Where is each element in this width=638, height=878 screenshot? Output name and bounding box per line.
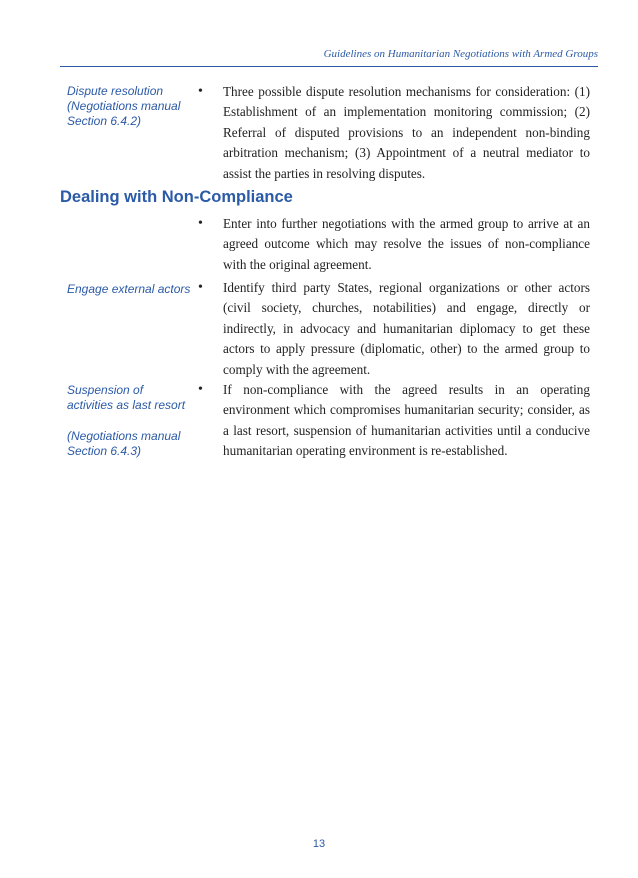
bullet-text: If non-compliance with the agreed results in an operating environment which compromises humanitarian security; consider, as a last resort, suspension of humanitarian activities until a conducive humanitarian operating environment is re-established.	[223, 382, 590, 459]
bullet-item-further-negotiations	[198, 214, 590, 275]
margin-note-label: Dispute resolution	[67, 84, 164, 98]
bullet-marker: •	[198, 216, 203, 231]
bullet-marker: •	[198, 280, 203, 295]
margin-note-label: Suspension of activities as last resort	[67, 383, 186, 412]
bullet-item-dispute-mechanisms	[198, 82, 590, 184]
margin-note-suspension	[67, 383, 192, 459]
bullet-text: Three possible dispute resolution mechanisms for consideration: (1) Establishment of an implementation monitoring commission; (2) Referral of disputed provisions to an independent non-binding arbitration mechanism; (3) Appointment of a neutral mediator to assist the parties in resolving disputes.	[223, 84, 590, 181]
bullet-marker: •	[198, 84, 203, 99]
bullet-item-suspension	[198, 380, 590, 462]
margin-note-label: Engage external actors	[67, 282, 191, 296]
margin-note-dispute-resolution	[67, 84, 192, 129]
bullet-item-third-parties	[198, 278, 590, 380]
bullet-marker: •	[198, 382, 203, 397]
margin-note-reference: (Negotiations manual Section 6.4.3)	[67, 429, 181, 458]
section-heading: Dealing with Non-Compliance	[60, 188, 293, 206]
page-number: 13	[312, 838, 326, 850]
bullet-text: Enter into further negotiations with the armed group to arrive at an agreed outcome which may resolve the issues of non-compliance with the original agreement.	[223, 216, 590, 272]
header-rule	[60, 66, 598, 67]
margin-note-engage-external-actors	[67, 282, 192, 297]
running-header: Guidelines on Humanitarian Negotiations with Armed Groups	[323, 48, 598, 60]
margin-note-reference: (Negotiations manual Section 6.4.2)	[67, 99, 181, 128]
bullet-text: Identify third party States, regional organizations or other actors (civil society, churches, notabilities) and engage, directly or indirectly, in advocacy and humanitarian diplomacy to get these actors to apply pressure (diplomatic, other) to the armed group to comply with the agreement.	[223, 280, 590, 377]
